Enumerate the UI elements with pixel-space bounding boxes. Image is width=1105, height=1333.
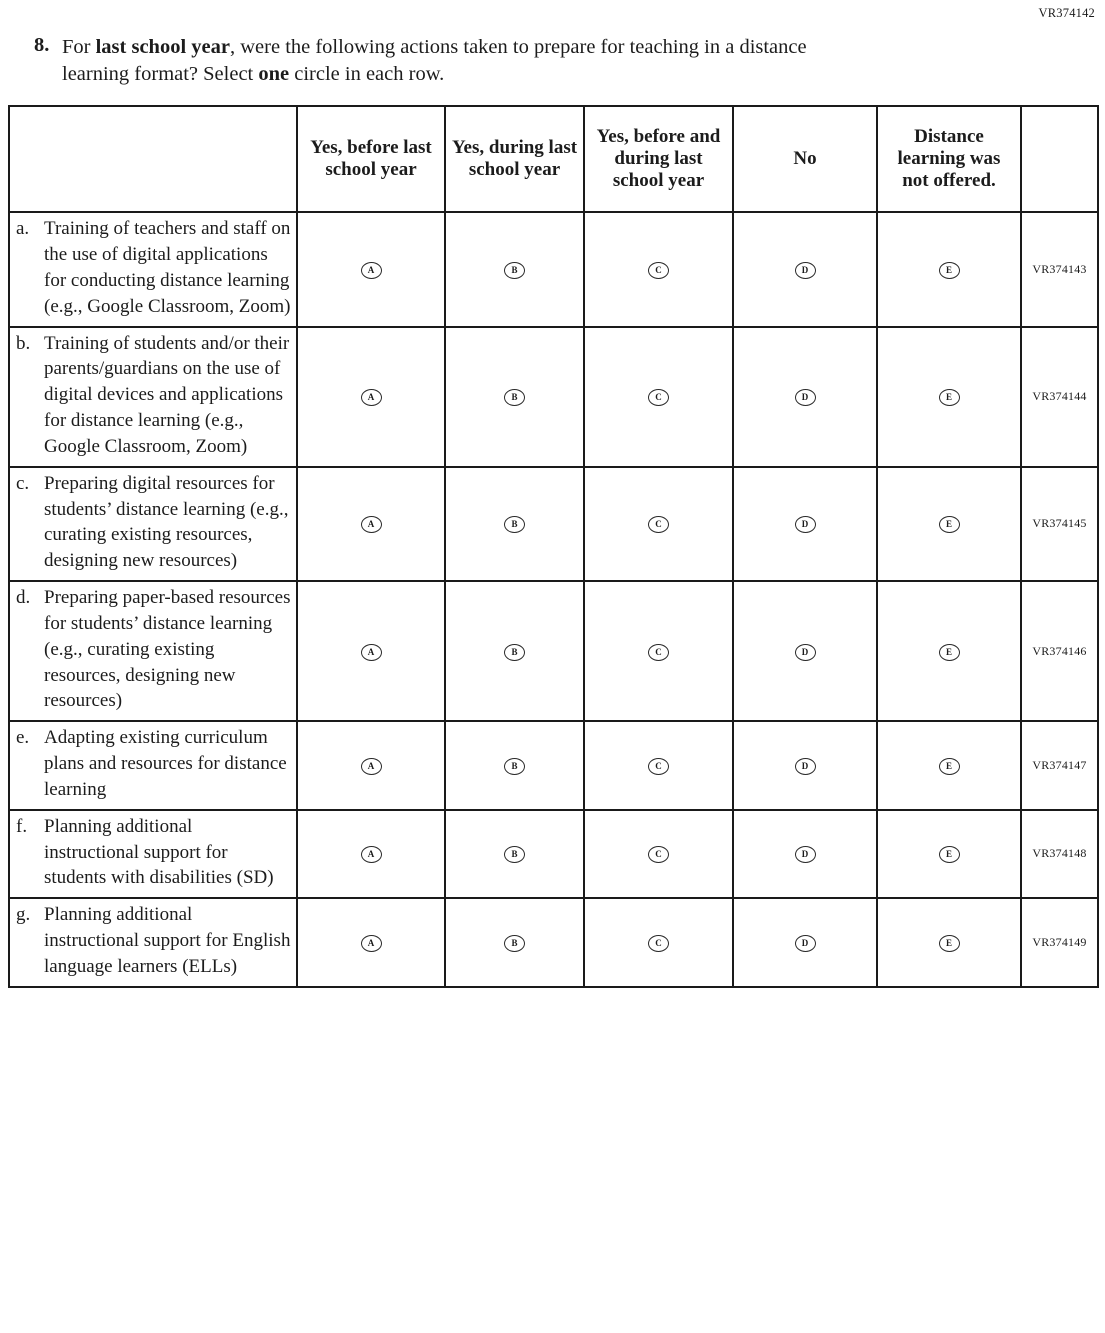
- answer-circle-b[interactable]: B: [504, 758, 525, 775]
- question-text-bold: last school year: [95, 36, 230, 58]
- row-vr-code: VR374143: [1021, 212, 1098, 326]
- answer-circle-a[interactable]: A: [361, 516, 382, 533]
- option-cell: [297, 212, 445, 326]
- answer-circle-c[interactable]: C: [648, 644, 669, 661]
- table-row-e: [9, 721, 1098, 809]
- row-vr-code: VR374146: [1021, 581, 1098, 721]
- question-number: 8.: [34, 34, 50, 56]
- answer-circle-a[interactable]: A: [361, 644, 382, 661]
- option-cell: [445, 212, 584, 326]
- answer-circle-c[interactable]: C: [648, 935, 669, 952]
- header-no: No: [733, 106, 877, 212]
- answer-circle-d[interactable]: D: [795, 516, 816, 533]
- answer-circle-e[interactable]: E: [939, 644, 960, 661]
- option-cell: [445, 467, 584, 581]
- row-vr-code: VR374147: [1021, 721, 1098, 809]
- option-cell: [877, 581, 1021, 721]
- row-label: Planning additional instructional support for students with disabilities (SD): [44, 815, 274, 889]
- answer-circle-e[interactable]: E: [939, 846, 960, 863]
- answer-circle-e[interactable]: E: [939, 758, 960, 775]
- option-cell: [445, 721, 584, 809]
- row-label-cell: [9, 898, 297, 986]
- option-cell: [584, 581, 733, 721]
- option-cell: [584, 212, 733, 326]
- row-label: Preparing paper-based resources for students’ distance learning (e.g., curating existing resources, designing new resources): [44, 587, 291, 712]
- row-letter: g.: [16, 904, 31, 926]
- option-cell: [877, 898, 1021, 986]
- row-vr-code: VR374145: [1021, 467, 1098, 581]
- option-cell: [445, 810, 584, 898]
- table-row-b: [9, 327, 1098, 467]
- option-cell: [733, 810, 877, 898]
- option-cell: [877, 467, 1021, 581]
- page-vr-code: VR374142: [1038, 6, 1095, 20]
- table-row-f: [9, 810, 1098, 898]
- question-text-part: circle in each row.: [289, 62, 445, 85]
- option-cell: [877, 721, 1021, 809]
- answer-circle-b[interactable]: B: [504, 262, 525, 279]
- answer-circle-a[interactable]: A: [361, 758, 382, 775]
- answer-circle-d[interactable]: D: [795, 262, 816, 279]
- header-not-offered: Distance learning was not offered.: [877, 106, 1021, 212]
- option-cell: [733, 581, 877, 721]
- answer-circle-c[interactable]: C: [648, 516, 669, 533]
- table-row-d: [9, 581, 1098, 721]
- answer-circle-b[interactable]: B: [504, 935, 525, 952]
- header-yes-before-and-during: Yes, before and during last school year: [584, 106, 733, 212]
- row-label: Planning additional instructional support for English language learners (ELLs): [44, 904, 291, 977]
- option-cell: [445, 581, 584, 721]
- option-cell: [584, 721, 733, 809]
- answer-circle-d[interactable]: D: [795, 644, 816, 661]
- option-cell: [584, 898, 733, 986]
- header-cell-blank: [9, 106, 297, 212]
- row-label-cell: [9, 721, 297, 809]
- row-letter: d.: [16, 587, 31, 609]
- row-vr-code: VR374144: [1021, 327, 1098, 467]
- option-cell: [297, 467, 445, 581]
- answer-circle-d[interactable]: D: [795, 758, 816, 775]
- answer-circle-b[interactable]: B: [504, 644, 525, 661]
- answer-circle-a[interactable]: A: [361, 846, 382, 863]
- option-cell: [877, 810, 1021, 898]
- answer-circle-e[interactable]: E: [939, 516, 960, 533]
- response-table: [8, 105, 1099, 987]
- answer-circle-b[interactable]: B: [504, 389, 525, 406]
- answer-circle-a[interactable]: A: [361, 935, 382, 952]
- question-text-part: , were the following actions taken to prepare for teaching in a distance learning format? Select: [62, 36, 807, 85]
- question-text-bold: one: [258, 62, 290, 85]
- row-label-cell: [9, 212, 297, 326]
- option-cell: [584, 327, 733, 467]
- header-yes-during: Yes, during last school year: [445, 106, 584, 212]
- option-cell: [733, 212, 877, 326]
- answer-circle-b[interactable]: B: [504, 846, 525, 863]
- answer-circle-e[interactable]: E: [939, 935, 960, 952]
- header-code-blank: [1021, 106, 1098, 212]
- answer-circle-a[interactable]: A: [361, 262, 382, 279]
- header-row: [9, 106, 1098, 212]
- row-letter: c.: [16, 472, 30, 494]
- answer-circle-a[interactable]: A: [361, 389, 382, 406]
- row-label: Adapting existing curriculum plans and resources for distance learning: [44, 727, 287, 800]
- option-cell: [584, 467, 733, 581]
- option-cell: [297, 810, 445, 898]
- question-8: [0, 0, 1105, 87]
- answer-circle-d[interactable]: D: [795, 846, 816, 863]
- table-row-a: [9, 212, 1098, 326]
- answer-circle-c[interactable]: C: [648, 846, 669, 863]
- row-label-cell: [9, 327, 297, 467]
- option-cell: [297, 898, 445, 986]
- row-label-cell: [9, 581, 297, 721]
- option-cell: [877, 327, 1021, 467]
- answer-circle-d[interactable]: D: [795, 389, 816, 406]
- option-cell: [297, 581, 445, 721]
- row-letter: a.: [16, 218, 30, 240]
- row-label-cell: [9, 810, 297, 898]
- question-text-part: For: [62, 36, 96, 58]
- option-cell: [445, 327, 584, 467]
- answer-circle-b[interactable]: B: [504, 516, 525, 533]
- answer-circle-c[interactable]: C: [648, 262, 669, 279]
- row-letter: e.: [16, 727, 30, 749]
- answer-circle-c[interactable]: C: [648, 758, 669, 775]
- answer-circle-e[interactable]: E: [939, 389, 960, 406]
- option-cell: [297, 721, 445, 809]
- option-cell: [297, 327, 445, 467]
- row-label-cell: [9, 467, 297, 581]
- row-vr-code: VR374149: [1021, 898, 1098, 986]
- question-text: [62, 34, 877, 87]
- table-row-c: [9, 467, 1098, 581]
- option-cell: [733, 898, 877, 986]
- answer-circle-e[interactable]: E: [939, 262, 960, 279]
- row-vr-code: VR374148: [1021, 810, 1098, 898]
- row-label: Preparing digital resources for students’ distance learning (e.g., curating existing resources, designing new resources): [44, 472, 289, 572]
- row-letter: b.: [16, 332, 31, 354]
- option-cell: [877, 212, 1021, 326]
- option-cell: [445, 898, 584, 986]
- table-row-g: [9, 898, 1098, 986]
- option-cell: [733, 467, 877, 581]
- row-letter: f.: [16, 815, 28, 837]
- header-yes-before: Yes, before last school year: [297, 106, 445, 212]
- row-label: Training of teachers and staff on the use of digital applications for conducting distance learning (e.g., Google Classroom, Zoom): [44, 218, 291, 317]
- option-cell: [733, 327, 877, 467]
- row-label: Training of students and/or their parents/guardians on the use of digital devices and applications for distance learning (e.g., Google Classroom, Zoom): [44, 332, 290, 457]
- answer-circle-d[interactable]: D: [795, 935, 816, 952]
- option-cell: [733, 721, 877, 809]
- answer-circle-c[interactable]: C: [648, 389, 669, 406]
- option-cell: [584, 810, 733, 898]
